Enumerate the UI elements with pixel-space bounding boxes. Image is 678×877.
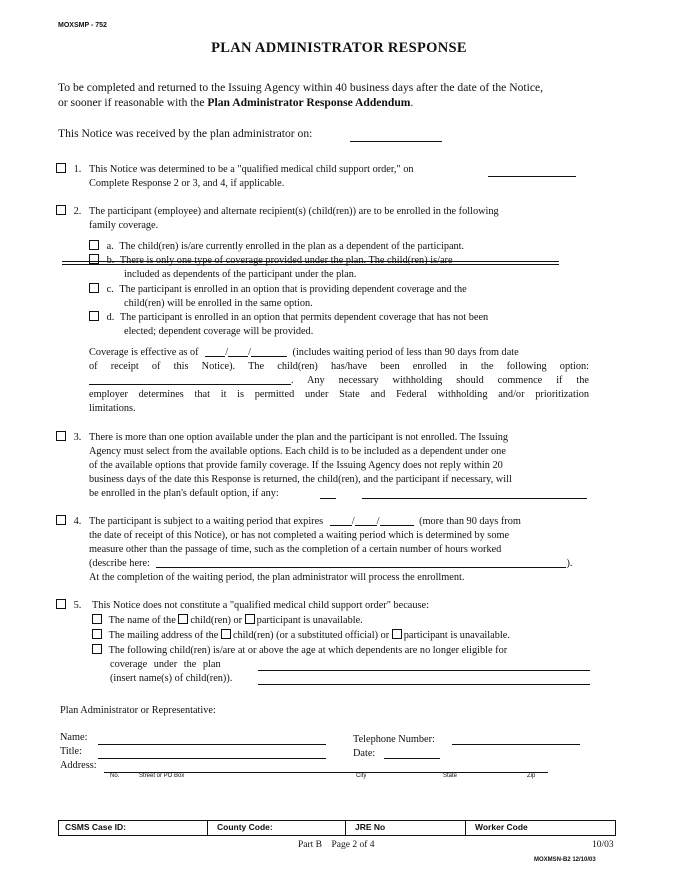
coverage-day-field[interactable] — [228, 346, 248, 357]
title-label: Title: — [60, 746, 82, 757]
item-2-line-2: family coverage. — [89, 220, 159, 231]
title-field[interactable] — [98, 758, 326, 759]
item-3-line-1: There is more than one option available under the plan and the participant is not enrolled. The Issuing — [89, 432, 508, 443]
footer-divider-2 — [345, 821, 346, 835]
waiting-description-field[interactable] — [156, 557, 566, 568]
item-2b-strikethrough-2 — [62, 264, 559, 265]
footer-divider-1 — [207, 821, 208, 835]
waiting-month-field[interactable] — [330, 515, 352, 526]
addendum-name: Plan Administrator Response Addendum — [207, 96, 411, 109]
item-2-line-1: The participant (employee) and alternate recipient(s) (child(ren)) are to be enrolled in the following — [89, 206, 499, 217]
item-5-option-2-text-b: child(ren) (or a substituted official) or — [232, 630, 390, 641]
item-2c-letter: c. — [106, 284, 114, 295]
item-4-line-5: At the completion of the waiting period, the plan administrator will process the enrollment. — [89, 572, 465, 583]
item-5-option-1 — [92, 614, 363, 628]
item-2d-text: The participant is enrolled in an option that permits dependent coverage that has not been — [119, 312, 489, 323]
item-5-option-1-checkbox[interactable] — [92, 614, 102, 624]
item-2b-strikethrough — [62, 261, 559, 262]
item-4-line-1-pre: The participant is subject to a waiting period that expires — [89, 516, 324, 527]
form-code: MOXSMP - 752 — [58, 22, 107, 29]
item-2a-checkbox[interactable] — [89, 240, 99, 250]
intro-line-1: To be completed and returned to the Issuing Agency within 40 business days after the date of the Notice, — [58, 81, 544, 94]
county-code-label: County Code: — [217, 822, 273, 832]
address-zip-caption: Zip — [527, 773, 536, 779]
item-5-line-1: This Notice does not constitute a "qualified medical child support order" because: — [92, 600, 429, 611]
item-2 — [56, 205, 81, 219]
item-2b-line-2: included as dependents of the participant under the plan. — [124, 269, 357, 280]
coverage-line-2: of receipt of this Notice). The child(ren) has/have been enrolled in the following option: — [89, 361, 589, 372]
item-2-number: 2. — [73, 206, 82, 217]
form-id: MOXMSN-B2 12/10/03 — [534, 857, 596, 863]
item-3-line-3: of the available options that provide family coverage. If the Issuing Agency does not reply within 20 — [89, 460, 503, 471]
jre-number-label: JRE No — [355, 822, 386, 832]
item-5-option-3 — [92, 644, 507, 658]
item-5-option-3-text-b: coverage under the plan — [110, 659, 221, 670]
item-3-line-4: business days of the date this Response is returned, the child(ren), and the participant if necessary, will — [89, 474, 512, 485]
item-2d-checkbox[interactable] — [89, 311, 99, 321]
coverage-line-3: . Any necessary withholding should commence if the — [291, 375, 589, 386]
item-5-option-2-text-a: The mailing address of the — [108, 630, 219, 641]
item-5-option-1-text-b: child(ren) or — [190, 615, 243, 626]
item-4-line-4 — [89, 557, 572, 571]
csms-case-id-label: CSMS Case ID: — [65, 822, 126, 832]
item-5-option-3-checkbox[interactable] — [92, 644, 102, 654]
worker-code-label: Worker Code — [475, 822, 528, 832]
coverage-option-line[interactable] — [89, 384, 291, 385]
item-2c-line-2: child(ren) will be enrolled in the same option. — [124, 298, 313, 309]
date-label: Date: — [353, 748, 376, 759]
item-1 — [56, 163, 81, 177]
item-5-option-2 — [92, 629, 510, 643]
item-4-line-2: the date of receipt of this Notice), or has not completed a waiting period which is determined by some — [89, 530, 510, 541]
name-field[interactable] — [98, 744, 326, 745]
item-2a-text: The child(ren) is/are currently enrolled in the plan as a dependent of the participant. — [119, 241, 465, 252]
address-number-caption: No. — [110, 773, 120, 779]
item-5-option-2-checkbox[interactable] — [92, 629, 102, 639]
item-5 — [56, 599, 81, 613]
item-1-number: 1. — [73, 164, 82, 175]
item-2c-checkbox[interactable] — [89, 283, 99, 293]
item-2b-checkbox[interactable] — [89, 254, 99, 264]
intro-line-2-pre: or sooner if reasonable with the — [58, 96, 208, 109]
waiting-day-field[interactable] — [355, 515, 377, 526]
case-info-bar — [58, 820, 616, 836]
telephone-label: Telephone Number: — [353, 734, 435, 745]
item-1-line-2: Complete Response 2 or 3, and 4, if applicable. — [89, 178, 285, 189]
item-4-checkbox[interactable] — [56, 515, 66, 525]
item-2-checkbox[interactable] — [56, 205, 66, 215]
address-street-caption: Street or PO Box — [139, 773, 185, 779]
item-3-checkbox[interactable] — [56, 431, 66, 441]
item-1-line-1: This Notice was determined to be a "qualified medical child support order," on — [89, 164, 414, 175]
item-2d-letter: d. — [106, 312, 115, 323]
item-5-option-3-line-3: (insert name(s) of child(ren)). — [110, 673, 233, 684]
coverage-line-4: employer determines that it is permitted under State and Federal withholding and/or prioritization — [89, 389, 589, 400]
item-5-checkbox[interactable] — [56, 599, 66, 609]
revision-date: 10/03 — [592, 840, 614, 850]
address-label: Address: — [60, 760, 97, 771]
coverage-year-field[interactable] — [251, 346, 287, 357]
item-4-number: 4. — [73, 516, 82, 527]
item-5-option-2-participant-checkbox[interactable] — [392, 629, 402, 639]
waiting-year-field[interactable] — [380, 515, 414, 526]
item-2a — [89, 240, 464, 254]
item-2b-letter: b. — [106, 255, 115, 266]
item-2c-text: The participant is enrolled in an option that is providing dependent coverage and the — [119, 284, 467, 295]
address-state-caption: State — [443, 773, 458, 779]
item-3-number: 3. — [73, 432, 82, 443]
item-5-option-2-text-c: participant is unavailable. — [403, 630, 510, 641]
telephone-field[interactable] — [452, 744, 580, 745]
name-label: Name: — [60, 732, 88, 743]
intro-line-2 — [58, 96, 413, 109]
address-city-caption: City — [356, 773, 367, 779]
item-2b-text: There is only one type of coverage provided under the plan. The child(ren) is/are — [119, 255, 453, 266]
item-2a-letter: a. — [106, 241, 114, 252]
coverage-post: (includes waiting period of less than 90 days from date — [292, 347, 519, 358]
item-5-children-names-line[interactable] — [258, 670, 590, 671]
coverage-month-field[interactable] — [205, 346, 225, 357]
coverage-pre: Coverage is effective as of — [89, 347, 199, 358]
item-2d-line-2: elected; dependent coverage will be provided. — [124, 326, 314, 337]
signature-heading: Plan Administrator or Representative: — [60, 705, 216, 716]
coverage-line-1: Coverage is effective as of / / (includes waiting period of less than 90 days from date — [89, 347, 519, 358]
item-4-line-3: measure other than the passage of time, such as the completion of a certain number of hours worked — [89, 544, 502, 555]
received-label: This Notice was received by the plan administrator on: — [58, 127, 313, 140]
item-5-children-names-line-2[interactable] — [258, 684, 590, 685]
item-1-checkbox[interactable] — [56, 163, 66, 173]
item-5-option-1-participant-checkbox[interactable] — [245, 614, 255, 624]
item-2c — [89, 283, 467, 297]
item-2d — [89, 311, 488, 325]
item-3-default-option-line-1[interactable] — [320, 498, 336, 499]
date-field[interactable] — [384, 758, 440, 759]
item-3 — [56, 431, 81, 445]
item-5-option-2-child-checkbox[interactable] — [221, 629, 231, 639]
item-4-describe-label: (describe here: — [89, 558, 150, 569]
coverage-line-5: limitations. — [89, 403, 136, 414]
page-title: PLAN ADMINISTRATOR RESPONSE — [211, 40, 467, 56]
item-5-option-1-child-checkbox[interactable] — [178, 614, 188, 624]
item-5-number: 5. — [73, 600, 82, 611]
item-3-default-option-line-2[interactable] — [362, 498, 587, 499]
item-5-option-3-line-2 — [110, 658, 221, 672]
item-5-option-1-text-a: The name of the — [108, 615, 176, 626]
page-indicator: Part B Page 2 of 4 — [298, 840, 375, 850]
received-date-line[interactable] — [350, 141, 442, 142]
item-3-line-2: Agency must select from the available options. Each child is to be included as a dependent under one — [89, 446, 506, 457]
footer-divider-3 — [465, 821, 466, 835]
item-5-option-3-text-a: The following child(ren) is/are at or above the age at which dependents are no longer eligible for — [108, 645, 508, 656]
item-1-date-line[interactable] — [488, 176, 576, 177]
item-4-line-1-post: (more than 90 days from — [419, 516, 521, 527]
item-5-option-1-text-c: participant is unavailable. — [256, 615, 363, 626]
item-4-describe-close: ). — [566, 558, 573, 569]
intro-line-2-post: . — [410, 96, 414, 109]
item-4 — [56, 515, 81, 529]
item-4-line-1: The participant is subject to a waiting period that expires / / (more than 90 days from — [89, 516, 521, 527]
item-3-line-5: be enrolled in the plan's default option, if any: — [89, 488, 279, 499]
